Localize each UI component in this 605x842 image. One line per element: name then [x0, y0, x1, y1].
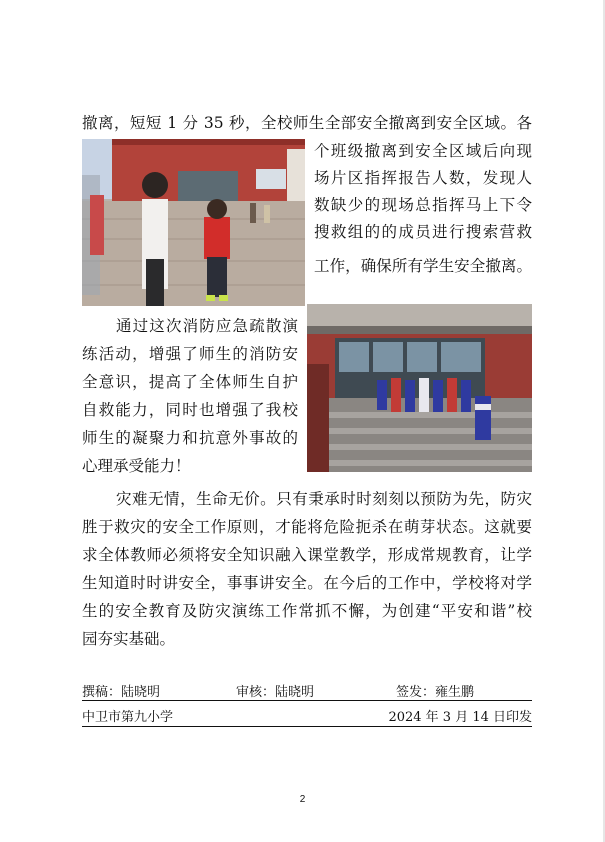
- body-line: 撤离，短短 1 分 35 秒，全校师生全部安全撤离到安全区域。各: [82, 114, 532, 132]
- footer-divider: [82, 726, 532, 727]
- body-line: 心理承受能力！: [82, 457, 191, 475]
- body-line: 全意识，提高了全体师生自护: [82, 373, 298, 391]
- body-line: 搜救组的的成员进行搜索营救: [314, 223, 532, 241]
- body-line: 练活动，增强了师生的消防安: [82, 345, 298, 363]
- body-line: 生的安全教育及防灾演练工作常抓不懈，为创建“平安和谐”校: [82, 602, 532, 620]
- body-line: 胜于救灾的安全工作原则，才能将危险扼杀在萌芽状态。这就要: [82, 518, 532, 536]
- issuer-credit: 签发：雍生鹏: [396, 685, 475, 700]
- body-line: 生知道时时讲安全，事事讲安全。在今后的工作中，学校将对学: [82, 574, 532, 592]
- body-line: 工作，确保所有学生安全撤离。: [314, 257, 532, 275]
- body-line: 师生的凝聚力和抗意外事故的: [82, 429, 298, 447]
- school-name: 中卫市第九小学: [82, 710, 174, 725]
- drill-photo-teacher-student: [82, 139, 305, 306]
- page-number: 2: [299, 794, 306, 805]
- issue-date: 2024 年 3 月 14 日印发: [388, 710, 532, 725]
- body-line: 园夯实基础。: [82, 630, 176, 648]
- footer-divider: [82, 700, 532, 701]
- reviewer-credit: 审核：陆晓明: [236, 685, 315, 700]
- body-line: 自救能力，同时也增强了我校: [82, 401, 298, 419]
- body-line: 通过这次消防应急疏散演: [116, 317, 298, 335]
- drafter-credit: 撰稿：陆晓明: [82, 685, 161, 700]
- body-line: 数缺少的现场总指挥马上下令: [314, 196, 532, 214]
- body-line: 个班级撤离到安全区域后向现: [314, 142, 532, 160]
- body-line: 场片区指挥报告人数，发现人: [314, 169, 532, 187]
- body-line: 灾难无情，生命无价。只有秉承时时刻刻以预防为先，防灾: [116, 490, 532, 508]
- drill-photo-evacuation: [307, 304, 532, 472]
- body-line: 求全体教师必须将安全知识融入课堂教学，形成常规教育，让学: [82, 546, 532, 564]
